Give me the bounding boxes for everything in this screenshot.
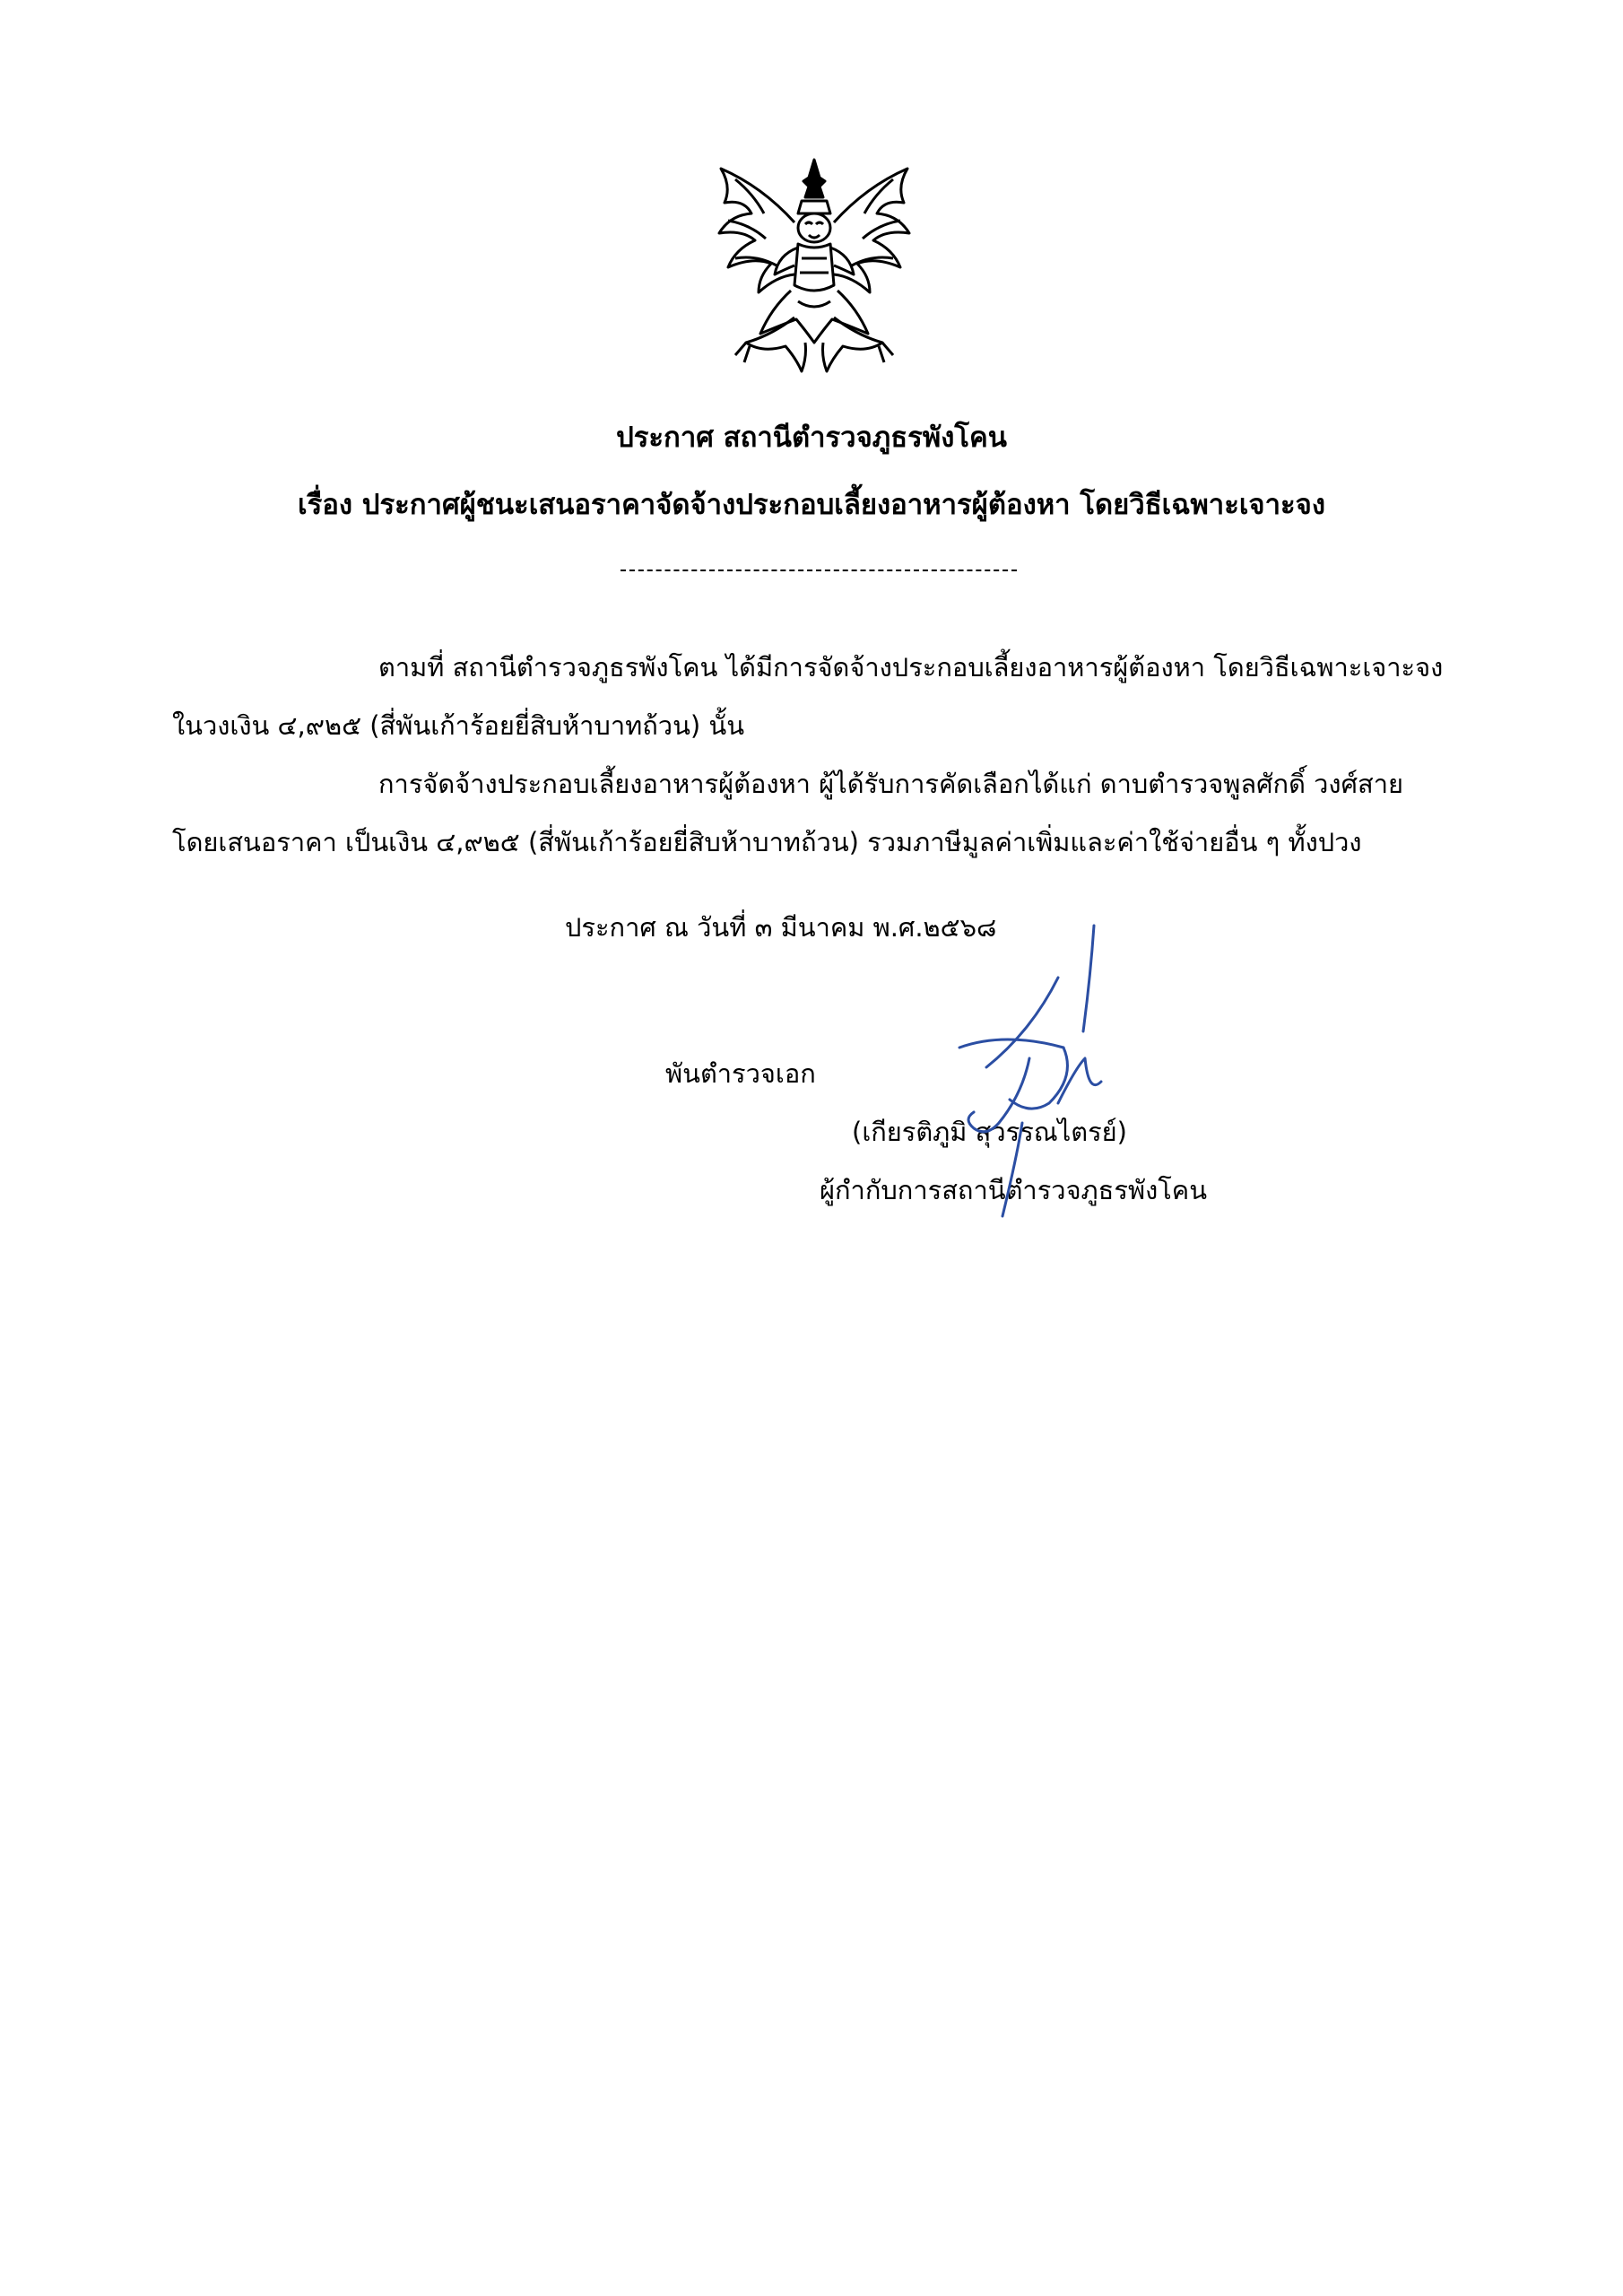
signer-rank: พันตำรวจเอก [665, 1058, 816, 1089]
announcement-subject: เรื่อง ประกาศผู้ชนะเสนอราคาจัดจ้างประกอบเลี้ยงอาหารผู้ต้องหา โดยวิธีเฉพาะเจาะจง [298, 489, 1325, 521]
paragraph-2-line-1: การจัดจ้างประกอบเลี้ยงอาหารผู้ต้องหา ผู้ได้รับการคัดเลือกได้แก่ ดาบตำรวจพูลศักดิ์ วงศ์สาย [378, 769, 1403, 799]
announcement-date: ประกาศ ณ วันที่ ๓ มีนาคม พ.ศ.๒๕๖๘ [565, 912, 997, 943]
announcement-title: ประกาศ สถานีตำรวจภูธรพังโคน [616, 422, 1007, 454]
signer-name: (เกียรติภูมิ สุวรรณไตรย์) [852, 1117, 1127, 1147]
garuda-emblem-icon [708, 151, 920, 384]
paragraph-1-line-1: ตามที่ สถานีตำรวจภูธรพังโคน ได้มีการจัดจ้างประกอบเลี้ยงอาหารผู้ต้องหา โดยวิธีเฉพาะเจาะจง [378, 652, 1444, 683]
paragraph-2-line-2: โดยเสนอราคา เป็นเงิน ๔,๙๒๕ (สี่พันเก้าร้อยยี่สิบห้าบาทถ้วน) รวมภาษีมูลค่าเพิ่มและค่าใช้จ่ายอื่น ๆ ทั้งปวง [172, 827, 1362, 857]
paragraph-1-line-2: ในวงเงิน ๔,๙๒๕ (สี่พันเก้าร้อยยี่สิบห้าบาทถ้วน) นั้น [172, 710, 745, 741]
separator-line [621, 570, 1017, 571]
handwritten-signature [924, 924, 1130, 1220]
signer-position: ผู้กำกับการสถานีตำรวจภูธรพังโคน [820, 1175, 1208, 1205]
